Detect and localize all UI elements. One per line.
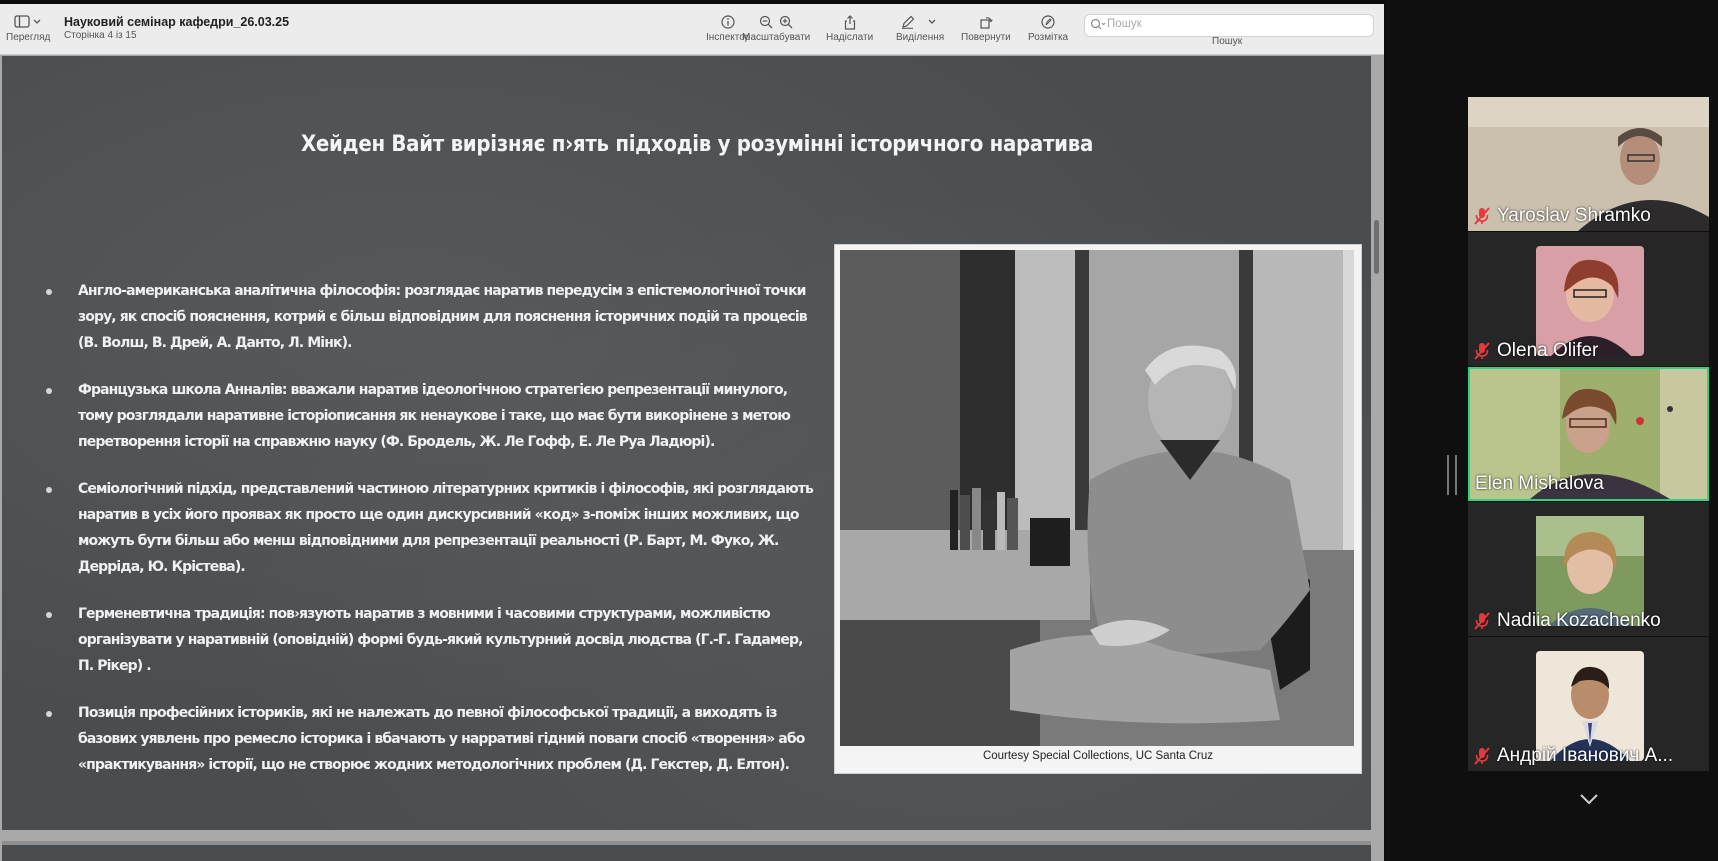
participant-label xyxy=(1475,473,1604,495)
participant-label xyxy=(1473,610,1661,632)
search-icon xyxy=(1090,18,1106,32)
vertical-scrollbar[interactable] xyxy=(1374,220,1379,274)
panel-resize-handle[interactable] xyxy=(1447,455,1457,495)
pdf-viewer-window xyxy=(0,4,1384,861)
bullet-dot xyxy=(46,388,52,394)
zoom-button[interactable] xyxy=(742,14,810,43)
muted-mic-icon xyxy=(1473,341,1491,361)
portrait-photo xyxy=(834,244,1362,774)
rotate-icon xyxy=(979,14,993,30)
search-placeholder: Пошук xyxy=(1107,18,1142,30)
document-title: Науковий семінар кафедри_26.03.25 xyxy=(64,15,290,29)
page-indicator: Сторінка 4 із 15 xyxy=(64,30,137,41)
bullet-item xyxy=(46,700,818,778)
muted-mic-icon xyxy=(1473,611,1491,631)
participant-name: Nadiia Kozachenko xyxy=(1497,610,1661,631)
slide-page xyxy=(2,56,1371,830)
markup-icon xyxy=(1041,14,1055,30)
info-icon xyxy=(721,14,735,30)
rotate-label: Повернути xyxy=(961,32,1011,43)
viewer-toolbar xyxy=(0,4,1384,55)
bullet-text: Французька школа Анналів: вважали наратив ідеологічною стратегією репрезентації минулого, тому розглядали наративне історіописання як ненаукове і таке, що має бути викорінене з метою перетворення історії на справжню науку (Ф. Бродель, Ж. Ле Гофф, Е. Ле Руа Ладюрі). xyxy=(78,382,790,450)
bullet-text: Англо-американська аналітична філософія: розглядає наратив передусім з епістемологічної точки зору, як спосіб пояснення, котрий є більш відповідним для пояснення історичних подій та процесів (В. Волш, В. Дрей, А. Данто, Л. Мінк). xyxy=(78,283,807,351)
participant-name: Elen Mishalova xyxy=(1475,473,1604,494)
share-label: Надіслати xyxy=(826,32,874,43)
bullet-dot xyxy=(46,487,52,493)
chevron-down-icon[interactable] xyxy=(1578,792,1600,806)
share-button[interactable] xyxy=(826,14,873,43)
zoom-in-icon[interactable] xyxy=(779,15,793,29)
search-label: Пошук xyxy=(1212,36,1243,47)
participant-tile[interactable] xyxy=(1468,97,1709,231)
participant-label xyxy=(1473,745,1673,767)
pen-icon xyxy=(900,14,940,30)
sidebar-icon xyxy=(14,14,42,30)
participant-tile[interactable] xyxy=(1468,502,1709,636)
view-label: Перегляд xyxy=(6,32,51,43)
bullet-dot xyxy=(46,711,52,717)
markup-button[interactable] xyxy=(1028,14,1068,43)
participant-name: Yaroslav Shramko xyxy=(1497,205,1651,226)
participant-label xyxy=(1473,205,1651,227)
participant-name: Olena Olifer xyxy=(1497,340,1599,361)
highlight-label: Виділення xyxy=(896,32,945,43)
participant-label xyxy=(1473,340,1598,362)
rotate-button[interactable] xyxy=(961,14,1011,43)
muted-mic-icon xyxy=(1473,206,1491,226)
slide-bullet-list xyxy=(46,278,818,799)
zoom-out-icon[interactable] xyxy=(759,15,773,29)
highlight-button[interactable] xyxy=(896,14,944,43)
bullet-item xyxy=(46,476,818,580)
zoom-label: Масштабувати xyxy=(742,32,811,43)
bullet-text: Позиція професійних істориків, які не належать до певної філософської традиції, а виходять із базових уявлень про ремесло історика і вбачають у нарративі гідний поваги спосіб «творення» або «практикування» історії, що не створює жодних методологічних проблем (Д. Гекстер, Д. Елтон). xyxy=(78,705,805,773)
bullet-item xyxy=(46,278,818,356)
bullet-item xyxy=(46,377,818,455)
zoom-icons xyxy=(759,14,793,30)
participant-tile-active-speaker[interactable] xyxy=(1468,367,1709,501)
bullet-dot xyxy=(46,289,52,295)
view-button[interactable] xyxy=(6,14,50,43)
search-input[interactable] xyxy=(1084,14,1374,37)
bullet-dot xyxy=(46,612,52,618)
bullet-item xyxy=(46,601,818,679)
photo-caption: Courtesy Special Collections, UC Santa Cruz xyxy=(982,750,1214,762)
participant-tile[interactable] xyxy=(1468,637,1709,771)
bullet-text: Герменевтична традиція: пов›язують наратив з мовними і часовими структурами, можливістю організувати у наративній (оповідній) формі будь-який культурний досвід людства (Г.-Г. Гадамер, П. Рікер) . xyxy=(78,606,803,674)
markup-label: Розмітка xyxy=(1028,32,1069,43)
participant-name: Андрій Іванович А... xyxy=(1497,745,1674,766)
portrait-image xyxy=(840,250,1354,746)
participant-tile[interactable] xyxy=(1468,232,1709,366)
bullet-text: Семіологічний підхід, представлений частиною літературних критиків і філософів, які розглядають наратив в усіх його проявах як просто ще один дискурсивний «код» з-поміж інших можливих, що можуть бути більш або менш відповідними для репрезентації реальності (Р. Барт, М. Фуко, Ж. Дерріда, Ю. Крістева). xyxy=(78,481,813,575)
share-icon xyxy=(843,14,857,30)
inspector-label: Інспектор xyxy=(706,32,751,43)
muted-mic-icon xyxy=(1473,746,1491,766)
next-slide-edge xyxy=(2,841,1371,861)
slide-title: Хейден Вайт вирізняє п›ять підходів у розумінні історичного наратива xyxy=(300,132,1094,157)
